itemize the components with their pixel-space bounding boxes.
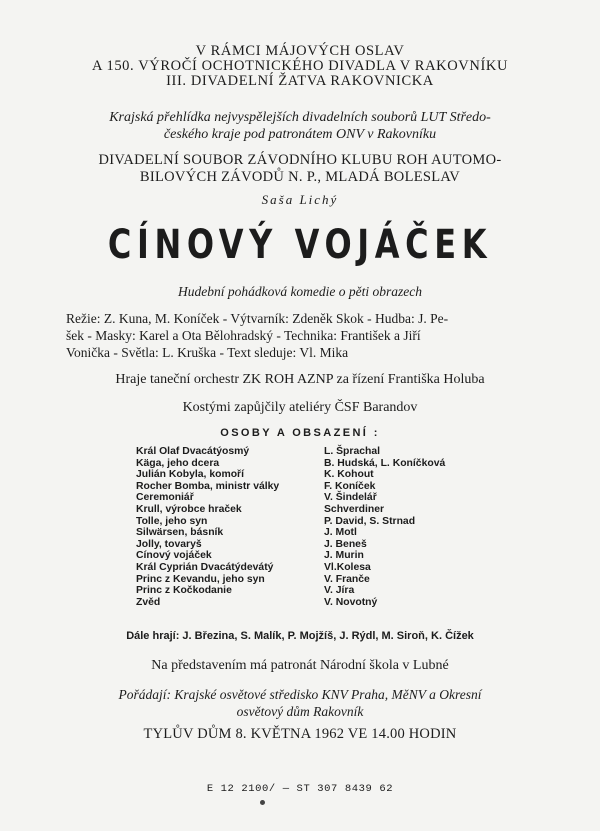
cast-role: Tolle, jeho syn [136, 515, 208, 527]
cast-row [136, 574, 496, 586]
cast-row [136, 550, 496, 562]
credits-line-3: Vonička - Světla: L. Kruška - Text sleduje: Vl. Mika [66, 345, 349, 360]
festival-note-line-2: českého kraje pod patronátem ONV v Rakovníku [163, 127, 437, 142]
organizers-line-2: osvětový dům Rakovník [236, 704, 364, 719]
credits [66, 310, 534, 361]
ink-dot [260, 800, 265, 805]
cast-actor: V. Šindelář [324, 492, 377, 504]
cast-row [136, 481, 496, 493]
cast-row [136, 492, 496, 504]
cast-role: Zvěd [136, 596, 161, 608]
cast-role: Král Cyprián Dvacátýdevátý [136, 561, 274, 573]
cast-row [136, 562, 496, 574]
also-playing: Dále hrají: J. Březina, S. Malík, P. Mojžíš, J. Rýdl, M. Siroň, K. Čížek [126, 630, 474, 642]
header-line-1: V RÁMCI MÁJOVÝCH OSLAV [195, 43, 405, 59]
cast-row [136, 527, 496, 539]
credits-line-2: šek - Masky: Karel a Ota Bělohradský - Technika: František a Jiří [66, 328, 421, 343]
cast-actor: Schverdiner [324, 503, 385, 515]
header-line-3: III. DIVADELNÍ ŽATVA RAKOVNICKA [166, 73, 434, 89]
festival-note-line-1: Krajská přehlídka nejvyspělejších divadelních souborů LUT Středo- [109, 110, 491, 125]
cast-role: Princ z Kočkodanie [136, 585, 232, 597]
subtitle: Hudební pohádková komedie o pěti obrazech [177, 284, 423, 299]
cast-role: Käga, jeho dcera [136, 457, 220, 469]
cast-actor: L. Šprachal [324, 446, 381, 457]
ensemble [40, 152, 560, 186]
cast-actor: P. David, S. Strnad [324, 515, 416, 527]
cast-actor: J. Motl [324, 527, 357, 539]
play-title: CÍNOVÝ VOJÁČEK [107, 222, 493, 268]
cast-role: Silwärsen, básník [136, 527, 224, 539]
cast-actor: J. Beneš [324, 538, 367, 550]
cast-row [136, 458, 496, 470]
cast-actor: B. Hudská, L. Koníčková [324, 457, 446, 469]
cast-actor: V. Jíra [324, 585, 355, 597]
cast-row [136, 516, 496, 528]
cast-row [136, 446, 496, 458]
cast-actor: F. Koníček [324, 480, 376, 492]
cast-row [136, 469, 496, 481]
cast-role: Princ z Kevandu, jeho syn [136, 573, 265, 585]
organizers-line-1: Pořádají: Krajské osvětové středisko KNV Praha, MěNV a Okresní [118, 687, 482, 702]
cast-actor: J. Murin [324, 550, 364, 562]
cast-row [136, 585, 496, 597]
venue-time: TYLŮV DŮM 8. KVĚTNA 1962 VE 14.00 HODIN [143, 726, 457, 742]
cast-role: Krull, výrobce hraček [136, 503, 242, 515]
cast-role: Julián Kobyla, komoří [136, 469, 244, 481]
author: Saša Lichý [261, 192, 339, 207]
cast-list [136, 446, 496, 608]
cast-role: Ceremoniář [136, 492, 194, 504]
cast-actor: K. Kohout [324, 469, 374, 481]
cast-actor: V. Novotný [324, 596, 378, 608]
print-code: E 12 2100/ — ST 307 8439 62 [206, 783, 394, 795]
cast-row [136, 504, 496, 516]
cast-actor: V. Franče [324, 573, 370, 585]
cast-heading: OSOBY A OBSAZENÍ : [220, 427, 380, 439]
cast-actor: Vl.Kolesa [324, 561, 371, 573]
cast-role: Jolly, tovaryš [136, 538, 202, 550]
festival-note [50, 109, 550, 143]
cast-role: Rocher Bomba, ministr války [136, 480, 280, 492]
ensemble-line-1: DIVADELNÍ SOUBOR ZÁVODNÍHO KLUBU ROH AUTOMO- [98, 152, 502, 168]
costumes-note: Kostými zapůjčily ateliéry ČSF Barandov [182, 400, 418, 415]
cast-role: Král Olaf Dvacátýosmý [136, 446, 250, 457]
ensemble-line-2: BILOVÝCH ZÁVODŮ N. P., MLADÁ BOLESLAV [139, 169, 461, 185]
organizers [40, 686, 560, 720]
cast-row [136, 539, 496, 551]
cast-role: Cínový vojáček [136, 550, 212, 562]
cast-row [136, 597, 496, 609]
header-line-2: A 150. VÝROČÍ OCHOTNICKÉHO DIVADLA V RAKOVNÍKU [91, 58, 509, 74]
patronage-note: Na představením má patronát Národní škola v Lubné [151, 658, 449, 673]
credits-line-1: Režie: Z. Kuna, M. Koníček - Výtvarník: Zdeněk Skok - Hudba: J. Pe- [66, 311, 449, 326]
orchestra-note: Hraje taneční orchestr ZK ROH AZNP za řízení Františka Holuba [115, 372, 485, 387]
